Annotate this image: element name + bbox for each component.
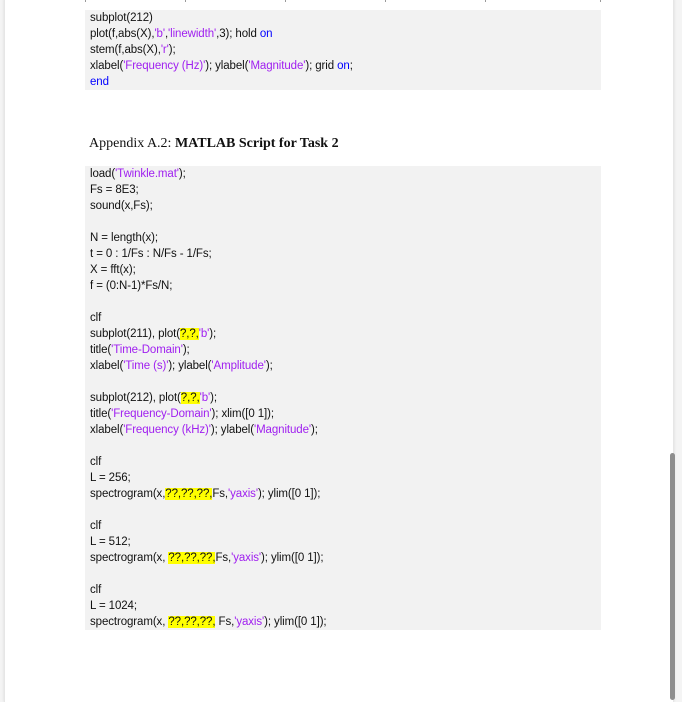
string-literal: 'linewidth' [168, 28, 217, 40]
vertical-scrollbar-thumb[interactable] [670, 453, 675, 700]
code-text: ); ylim([0 1]); [261, 552, 324, 564]
code-line [90, 598, 601, 614]
code-line [90, 166, 601, 182]
code-text: clf [90, 456, 102, 468]
code-line [90, 262, 601, 278]
string-literal: 'Time (s)' [123, 360, 169, 372]
string-literal: 'Frequency-Domain' [111, 408, 212, 420]
code-blank-line [90, 438, 601, 454]
code-text: ); ylim([0 1]); [264, 616, 327, 628]
code-text: ; [349, 60, 353, 72]
code-text: Fs, [212, 488, 229, 500]
code-text: L = 512; [90, 536, 131, 548]
string-literal: 'yaxis' [228, 488, 258, 500]
rule-tick [85, 0, 86, 2]
string-literal: 'Twinkle.mat' [115, 168, 179, 180]
keyword: on [337, 60, 350, 72]
string-literal: 'r' [160, 44, 169, 56]
code-line [90, 326, 601, 342]
code-text: xlabel( [90, 60, 124, 72]
code-line [90, 310, 601, 326]
code-text: subplot(211), plot( [90, 328, 180, 340]
code-text: clf [90, 312, 102, 324]
code-line [90, 486, 601, 502]
string-literal: 'Magnitude' [248, 60, 306, 72]
highlighted-placeholder: ??,??,??, [165, 488, 213, 500]
highlighted-placeholder: ?,?, [180, 392, 200, 404]
code-line [90, 518, 601, 534]
appendix-heading-prefix: Appendix A.2: [89, 136, 175, 151]
code-line [90, 10, 601, 26]
rule-tick [385, 0, 386, 2]
code-text: t = 0 : 1/Fs : N/Fs - 1/Fs; [90, 248, 212, 260]
code-text: subplot(212) [90, 12, 153, 24]
code-text: , [164, 28, 169, 40]
code-text: spectrogram(x, [90, 488, 166, 500]
code-line [90, 182, 601, 198]
code-line [90, 422, 601, 438]
code-text: load( [90, 168, 116, 180]
rule-tick [485, 0, 486, 2]
code-text: L = 1024; [90, 600, 137, 612]
code-block-task1-end [85, 10, 601, 90]
code-line [90, 470, 601, 486]
code-line [90, 198, 601, 214]
code-line [90, 582, 601, 598]
code-line [90, 74, 601, 90]
code-text: ); [168, 44, 176, 56]
code-line [90, 42, 601, 58]
code-text: ); [210, 392, 217, 404]
code-line [90, 614, 601, 630]
code-text: stem(f,abs(X), [90, 44, 161, 56]
code-text: ); ylabel( [168, 360, 212, 372]
code-line [90, 26, 601, 42]
code-text: ); [182, 344, 190, 356]
rule-tick [600, 0, 601, 2]
string-literal: 'Frequency (Hz)' [123, 60, 206, 72]
string-literal: 'b' [198, 328, 210, 340]
appendix-heading-title: MATLAB Script for Task 2 [174, 136, 339, 151]
highlighted-placeholder: ??,??,??, [168, 616, 216, 628]
code-text: L = 256; [90, 472, 131, 484]
code-line [90, 390, 601, 406]
code-text: ,3); hold [216, 28, 260, 40]
code-text: ); ylabel( [205, 60, 249, 72]
code-text: ); [265, 360, 273, 372]
code-text: plot(f,abs(X), [90, 28, 155, 40]
string-literal: 'Time-Domain' [111, 344, 183, 356]
code-line [90, 358, 601, 374]
code-text: sound(x,Fs); [90, 200, 153, 212]
appendix-heading [89, 136, 339, 152]
code-blank-line [90, 566, 601, 582]
code-text: subplot(212), plot( [90, 392, 181, 404]
code-line [90, 534, 601, 550]
string-literal: 'Magnitude' [253, 424, 311, 436]
code-text: Fs, [215, 552, 232, 564]
string-literal: 'b' [154, 28, 165, 40]
code-blank-line [90, 214, 601, 230]
highlighted-placeholder: ?,?, [179, 328, 199, 340]
code-text: clf [90, 520, 102, 532]
code-line [90, 230, 601, 246]
code-line [90, 342, 601, 358]
string-literal: 'b' [199, 392, 211, 404]
code-line [90, 550, 601, 566]
string-literal: 'yaxis' [231, 552, 262, 564]
code-text: ); ylabel( [210, 424, 254, 436]
code-text: spectrogram(x, [90, 616, 169, 628]
code-text: ); [310, 424, 318, 436]
code-blank-line [90, 502, 601, 518]
string-literal: 'Frequency (kHz)' [123, 424, 211, 436]
code-text: X = fft(x); [90, 264, 136, 276]
code-text: Fs = 8E3; [90, 184, 139, 196]
string-literal: 'Amplitude' [211, 360, 266, 372]
code-blank-line [90, 294, 601, 310]
code-line [90, 246, 601, 262]
code-block-task2 [85, 166, 601, 630]
document-page [4, 0, 674, 702]
code-line [90, 454, 601, 470]
string-literal: 'yaxis' [234, 616, 265, 628]
code-text: xlabel( [90, 424, 124, 436]
code-line [90, 406, 601, 422]
code-text: ); [209, 328, 217, 340]
code-line [90, 278, 601, 294]
code-text: title( [90, 344, 112, 356]
code-text: ); grid [305, 60, 338, 72]
code-text: spectrogram(x, [90, 552, 169, 564]
code-text: ); [178, 168, 186, 180]
code-text: ); ylim([0 1]); [257, 488, 321, 500]
highlighted-placeholder: ??,??,??, [168, 552, 216, 564]
code-text: xlabel( [90, 360, 124, 372]
code-blank-line [90, 374, 601, 390]
keyword: end [90, 76, 109, 88]
keyword: on [259, 28, 273, 40]
code-line [90, 58, 601, 74]
code-text: Fs, [215, 616, 235, 628]
code-text: clf [90, 584, 102, 596]
code-text: ); xlim([0 1]); [211, 408, 274, 420]
code-text: N = length(x); [90, 232, 158, 244]
rule-tick [285, 0, 286, 2]
code-text: title( [90, 408, 112, 420]
code-text: f = (0:N-1)*Fs/N; [90, 280, 173, 292]
rule-tick [185, 0, 186, 2]
